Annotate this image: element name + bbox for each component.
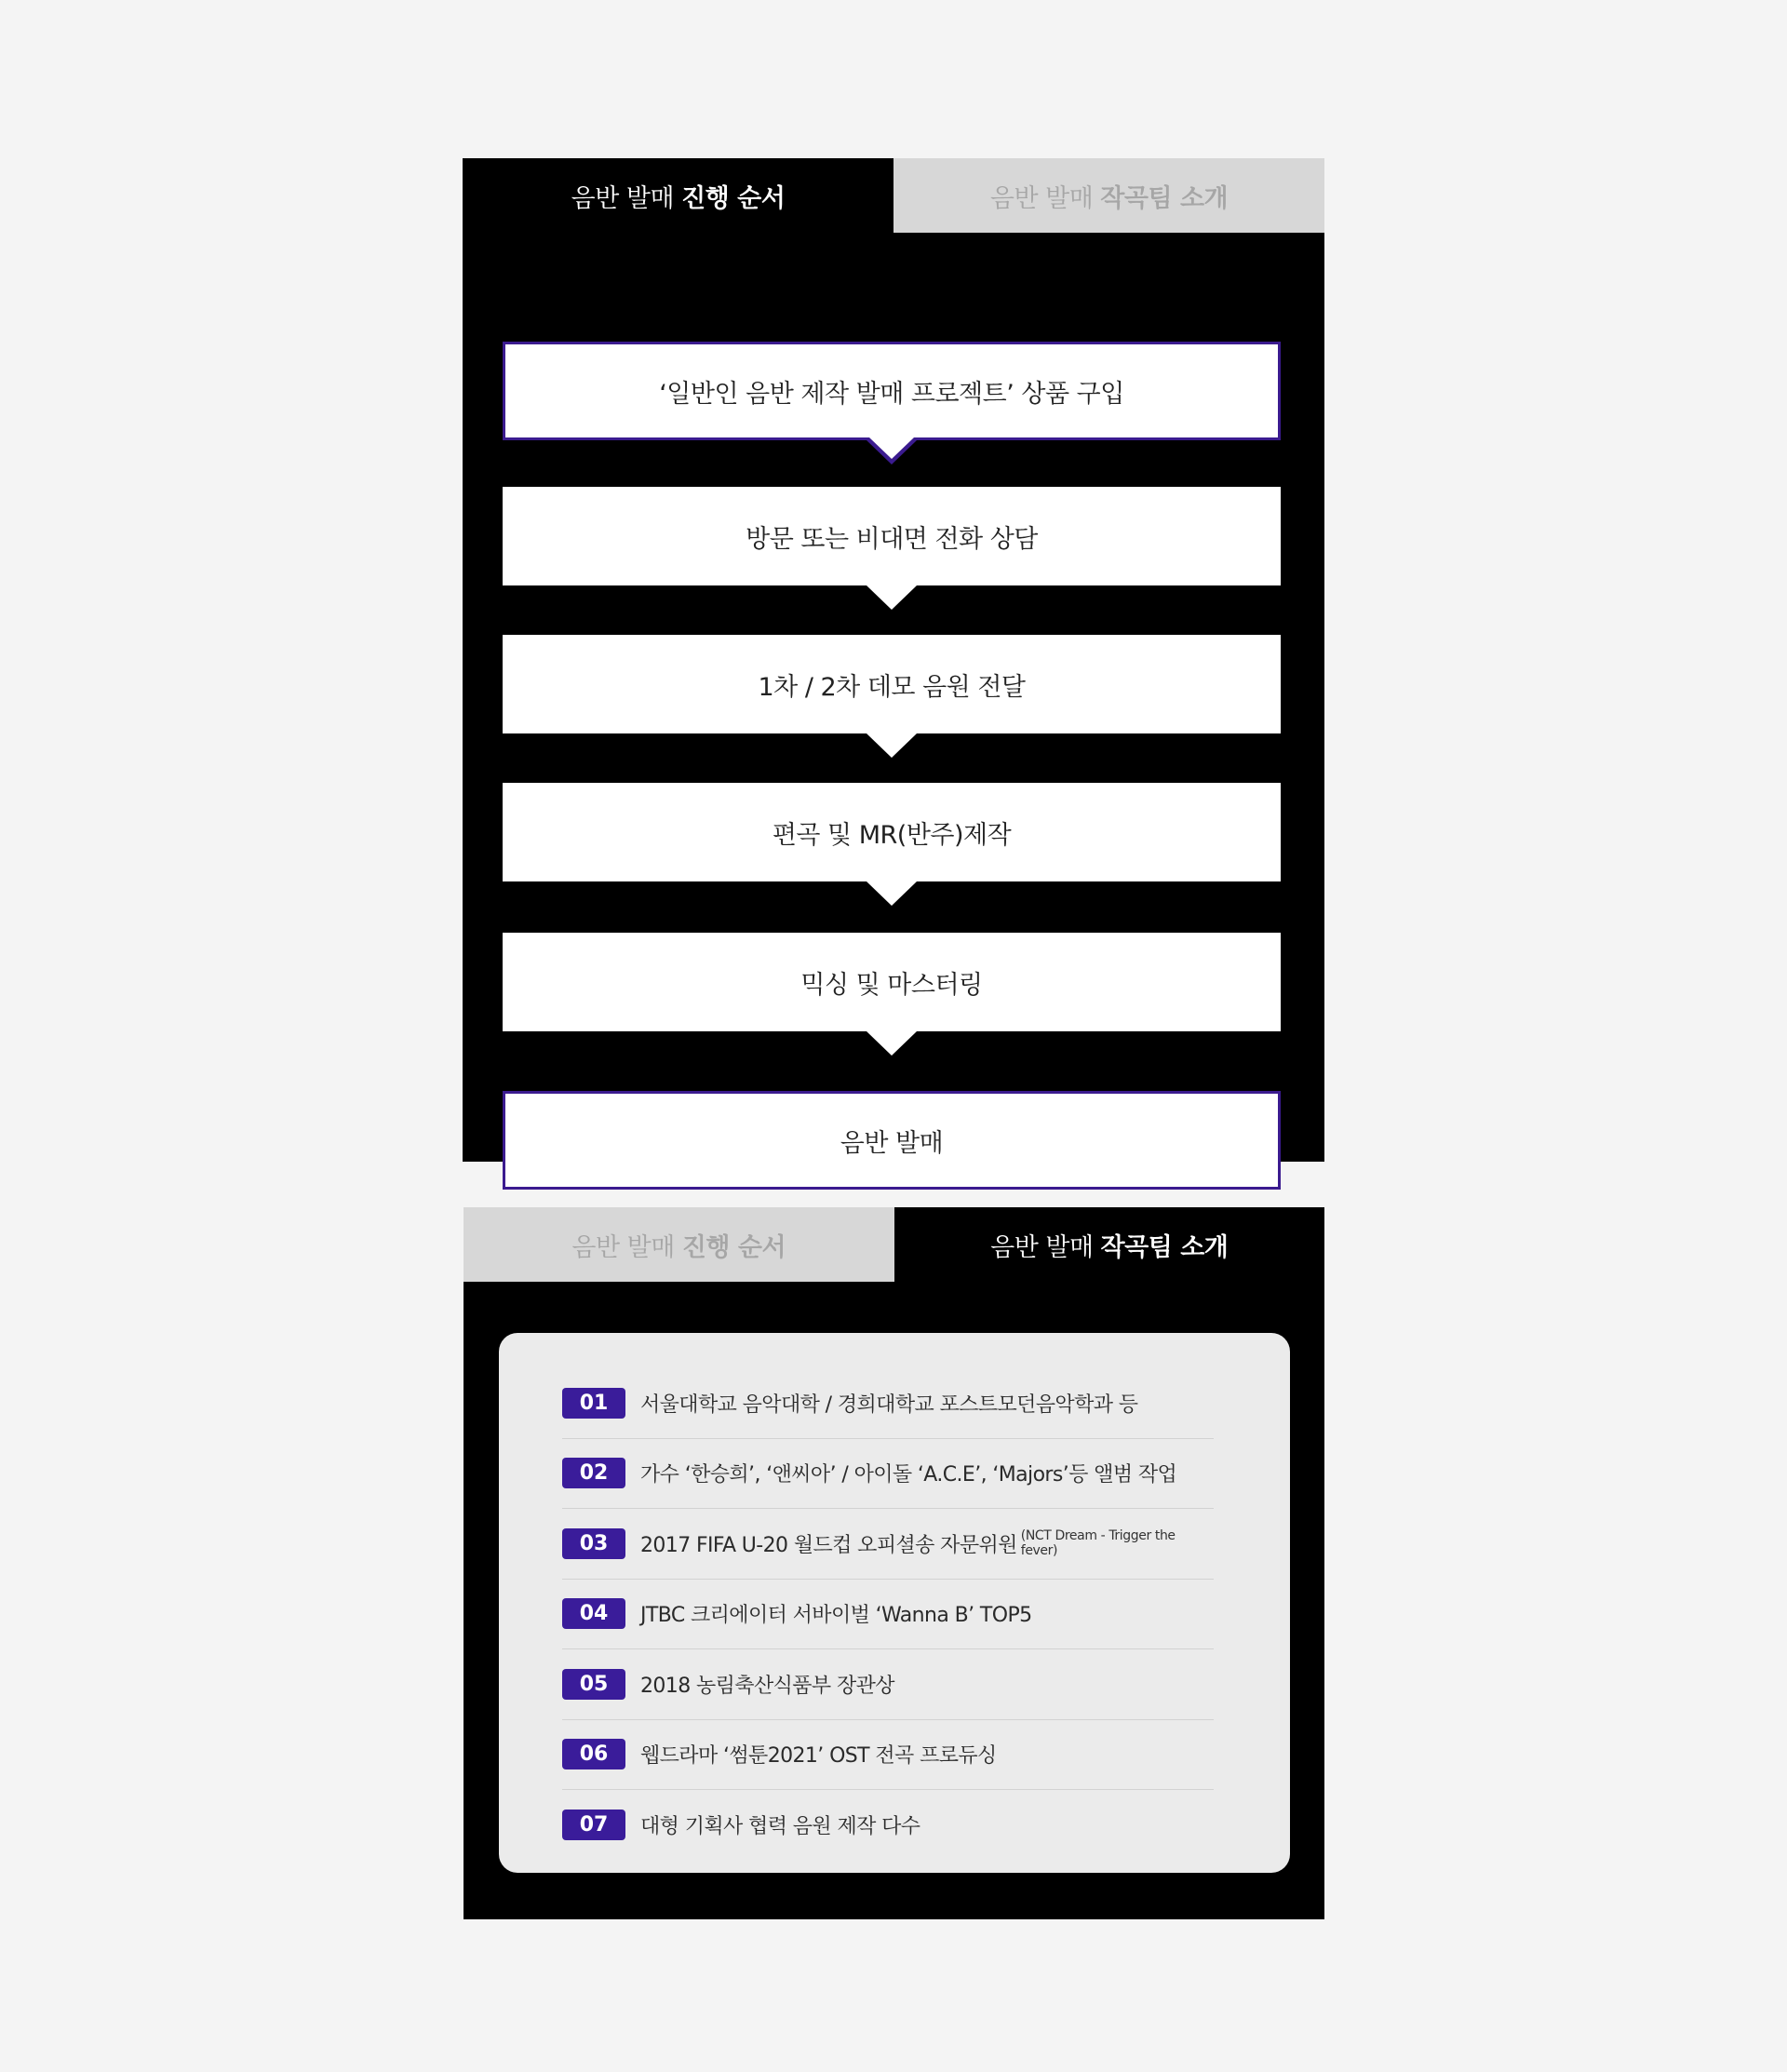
list-item bbox=[562, 1790, 1214, 1861]
career-text: 서울대학교 음악대학 / 경희대학교 포스트모던음악학과 등 bbox=[640, 1393, 1138, 1417]
list-item bbox=[562, 1509, 1214, 1580]
team-career-list bbox=[562, 1368, 1214, 1861]
step-label: ‘일반인 음반 제작 발매 프로젝트’ 상품 구입 bbox=[659, 379, 1124, 409]
tab-team-intro[interactable] bbox=[894, 1207, 1325, 1282]
tab-process-order[interactable] bbox=[464, 1207, 894, 1282]
step-label: 편곡 및 MR(반주)제작 bbox=[772, 820, 1012, 850]
step-mixing-mastering bbox=[503, 933, 1281, 1031]
number-badge: 05 bbox=[562, 1669, 625, 1700]
step-label: 방문 또는 비대면 전화 상담 bbox=[746, 524, 1038, 554]
step-label: 믹싱 및 마스터링 bbox=[800, 970, 983, 1000]
career-note: (NCT Dream - Trigger the fever) bbox=[1020, 1528, 1176, 1559]
number-badge: 06 bbox=[562, 1739, 625, 1769]
step-arrow-down bbox=[867, 585, 917, 610]
step-arrow-down bbox=[867, 440, 917, 464]
list-item bbox=[562, 1580, 1214, 1650]
tab-label-light: 음반 발매 bbox=[989, 183, 1094, 213]
tab-label-light: 음반 발매 bbox=[990, 1232, 1094, 1262]
list-item bbox=[562, 1439, 1214, 1510]
step-arrow-down bbox=[867, 733, 917, 758]
tab-label-light: 음반 발매 bbox=[571, 183, 675, 213]
career-text: 가수 ‘한승희’, ‘앤씨아’ / 아이돌 ‘A.C.E’, ‘Majors’등 앨범 작업 bbox=[640, 1463, 1177, 1487]
step-arrow-down bbox=[867, 881, 917, 906]
career-text: JTBC 크리에이터 서바이벌 ‘Wanna B’ TOP5 bbox=[640, 1604, 1032, 1628]
list-item bbox=[562, 1720, 1214, 1791]
tab-label-bold: 작곡팀 소개 bbox=[1100, 183, 1229, 213]
process-panel bbox=[463, 158, 1324, 1162]
tab-label-bold: 작곡팀 소개 bbox=[1100, 1232, 1229, 1262]
step-demo-delivery bbox=[503, 635, 1281, 733]
step-arrangement bbox=[503, 783, 1281, 881]
team-card bbox=[499, 1333, 1290, 1873]
career-text: 대형 기획사 협력 음원 제작 다수 bbox=[640, 1815, 920, 1839]
number-badge: 01 bbox=[562, 1388, 625, 1419]
step-release bbox=[503, 1091, 1281, 1190]
process-panel-tabs bbox=[463, 158, 1324, 233]
step-consultation bbox=[503, 487, 1281, 585]
step-label: 1차 / 2차 데모 음원 전달 bbox=[758, 672, 1026, 702]
list-item bbox=[562, 1649, 1214, 1720]
tab-label-bold: 진행 순서 bbox=[681, 1232, 786, 1262]
number-badge: 07 bbox=[562, 1810, 625, 1840]
list-item bbox=[562, 1368, 1214, 1439]
number-badge: 02 bbox=[562, 1458, 625, 1488]
number-badge: 04 bbox=[562, 1598, 625, 1629]
career-text: 웹드라마 ‘썸툰2021’ OST 전곡 프로듀싱 bbox=[640, 1744, 997, 1769]
step-label: 음반 발매 bbox=[840, 1128, 944, 1158]
tab-process-order[interactable] bbox=[463, 158, 894, 233]
tab-label-light: 음반 발매 bbox=[571, 1232, 675, 1262]
team-panel-tabs bbox=[464, 1207, 1324, 1282]
number-badge: 03 bbox=[562, 1528, 625, 1559]
tab-label-bold: 진행 순서 bbox=[681, 183, 786, 213]
tab-team-intro[interactable] bbox=[894, 158, 1324, 233]
step-purchase bbox=[503, 342, 1281, 440]
step-arrow-down bbox=[867, 1031, 917, 1056]
career-text: 2018 농림축산식품부 장관상 bbox=[640, 1674, 894, 1698]
team-panel bbox=[464, 1207, 1324, 1919]
career-text: 2017 FIFA U-20 월드컵 오피셜송 자문위원 bbox=[640, 1533, 1017, 1557]
